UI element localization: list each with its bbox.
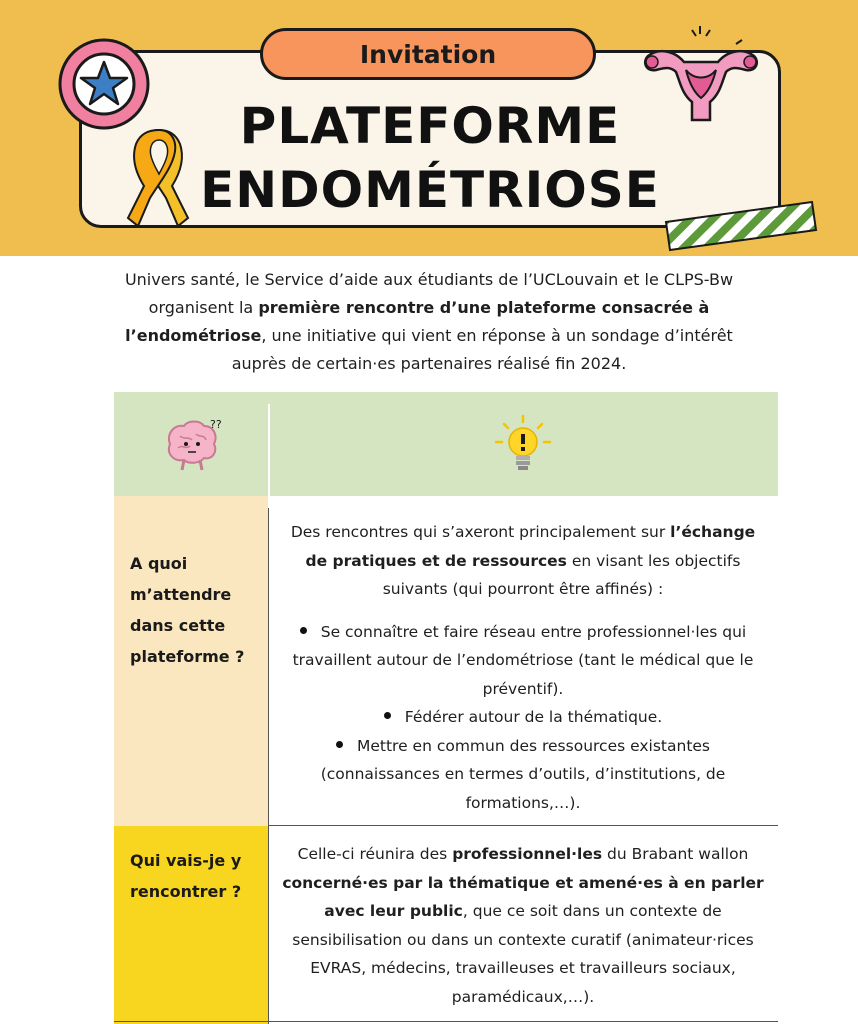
list-item-text: Mettre en commun des ressources existantes (connaissances en termes d’outils, d’institutions, de formations,…).	[320, 736, 726, 812]
question-1-line: plateforme ?	[130, 647, 245, 666]
question-1-line: m’attendre	[130, 585, 232, 604]
objectives-list	[278, 618, 768, 818]
question-2-line: rencontrer ?	[130, 882, 242, 901]
answer-2-bold: professionnel·les	[452, 845, 603, 863]
intro-paragraph	[100, 266, 758, 378]
bullet-icon	[336, 741, 343, 748]
answer-2-text: , que ce soit dans un contexte de sensibilisation ou dans un contexte curatif (animateur·rices EVRAS, médecins, travailleuses et travailleurs sociaux, paramédicaux,…).	[292, 902, 754, 1006]
intro-text-1: Univers santé, le Service d’aide aux étudiants de l’UCLouvain et le CLPS-Bw organisent la	[124, 270, 734, 317]
answer-2-bold: concerné·es par la thématique et amené·es à en parler avec leur public	[282, 873, 764, 920]
question-1	[130, 548, 244, 672]
answer-1-bold: l’échange de pratiques et de ressources	[305, 523, 756, 570]
svg-text:??: ??	[210, 418, 222, 431]
answer-2	[278, 840, 768, 1011]
question-2	[130, 845, 241, 907]
answer-1-text: en visant les objectifs suivants (qui pourront être affinés) :	[382, 551, 741, 598]
table-bottom-border	[114, 1021, 778, 1022]
thinking-brain-icon	[160, 414, 224, 474]
list-item-text: Fédérer autour de la thématique.	[404, 708, 663, 726]
bullet-icon	[300, 627, 307, 634]
list-item-text: Se connaître et faire réseau entre professionnel·les qui travaillent autour de l’endométriose (tant le médical que le préventif).	[292, 622, 754, 698]
list-item	[278, 732, 768, 818]
answer-1-text: Des rencontres qui s’axeront principalement sur	[290, 523, 671, 541]
answer-2-text: Celle-ci réunira des	[297, 845, 453, 863]
lightbulb-icon	[494, 414, 552, 474]
bullet-icon	[384, 712, 391, 719]
star-badge-icon	[56, 36, 152, 132]
table-row-divider	[268, 825, 778, 826]
question-1-line: dans cette	[130, 616, 226, 635]
intro-text-2: , une initiative qui vient en réponse à un sondage d’intérêt auprès de certain·es partenaires réalisé fin 2024.	[231, 326, 733, 373]
title-line-2: ENDOMÉTRIOSE	[200, 161, 660, 219]
list-item	[278, 618, 768, 704]
answer-1-intro	[278, 518, 768, 604]
answer-2-text: du Brabant wallon	[602, 845, 749, 863]
question-2-line: Qui vais-je y	[130, 851, 242, 870]
question-1-line: A quoi	[130, 554, 188, 573]
intro-text-bold: première rencontre d’une plateforme consacrée à l’endométriose	[125, 298, 710, 345]
answer-1	[278, 518, 768, 817]
title-line-1: PLATEFORME	[239, 97, 621, 155]
list-item	[278, 703, 768, 732]
table-header-divider	[268, 404, 270, 496]
page-title	[160, 94, 700, 222]
table-column-divider	[268, 508, 269, 1024]
invitation-pill: Invitation	[260, 28, 596, 80]
